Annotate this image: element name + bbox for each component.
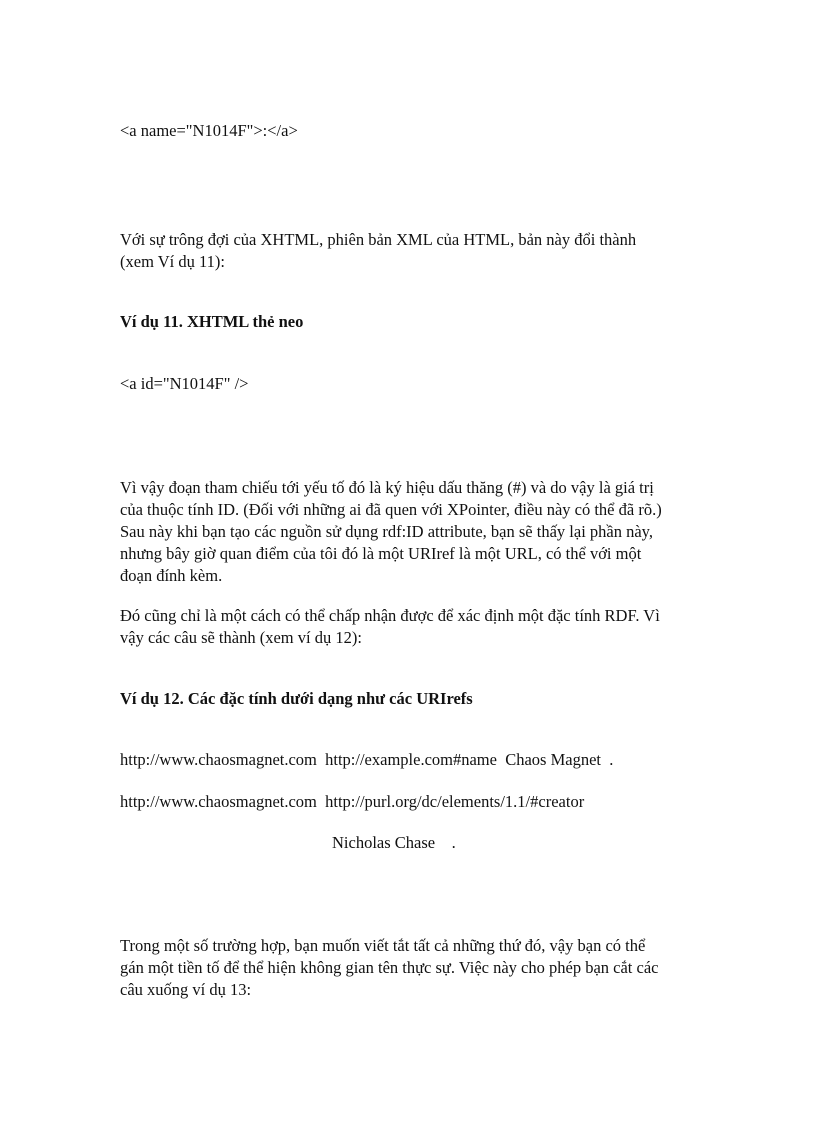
paragraph-line: vậy các câu sẽ thành (xem ví dụ 12): — [120, 628, 362, 647]
paragraph-line: câu xuống ví dụ 13: — [120, 980, 252, 999]
paragraph-line: nhưng bây giờ quan điểm của tôi đó là một URIref là một URL, có thể với một — [120, 544, 642, 563]
paragraph-line: Đó cũng chỉ là một cách có thể chấp nhận được để xác định một đặc tính RDF. Vì — [120, 606, 660, 625]
paragraph-fragment — [120, 477, 720, 587]
example-12-heading: Ví dụ 12. Các đặc tính dưới dạng như các URIrefs — [120, 689, 473, 708]
code-anchor-xhtml: <a id="N1014F" /> — [120, 374, 249, 393]
paragraph-rdf — [120, 605, 720, 649]
paragraph-line: đoạn đính kèm. — [120, 566, 223, 585]
triple-name: http://www.chaosmagnet.com http://example.com#name Chaos Magnet . — [120, 750, 614, 769]
example-11-heading: Ví dụ 11. XHTML thẻ neo — [120, 312, 304, 331]
triple-creator-object: Nicholas Chase . — [332, 833, 456, 852]
paragraph-prefix — [120, 935, 720, 1001]
paragraph-xhtml — [120, 229, 720, 273]
paragraph-line: Trong một số trường hợp, bạn muốn viết tắt tất cả những thứ đó, vậy bạn có thể — [120, 936, 646, 955]
paragraph-line: Vì vậy đoạn tham chiếu tới yếu tố đó là ký hiệu dấu thăng (#) và do vậy là giá trị — [120, 478, 654, 497]
paragraph-line: gán một tiền tố để thể hiện không gian tên thực sự. Việc này cho phép bạn cắt các — [120, 958, 659, 977]
paragraph-line: Sau này khi bạn tạo các nguồn sử dụng rdf:ID attribute, bạn sẽ thấy lại phần này, — [120, 522, 653, 541]
paragraph-line: của thuộc tính ID. (Đối với những ai đã quen với XPointer, điều này có thể đã rõ.) — [120, 500, 662, 519]
code-anchor-html: <a name="N1014F">:</a> — [120, 121, 298, 140]
paragraph-line: (xem Ví dụ 11): — [120, 252, 225, 271]
triple-creator: http://www.chaosmagnet.com http://purl.org/dc/elements/1.1/#creator — [120, 792, 585, 811]
paragraph-line: Với sự trông đợi của XHTML, phiên bản XML của HTML, bản này đổi thành — [120, 230, 637, 249]
